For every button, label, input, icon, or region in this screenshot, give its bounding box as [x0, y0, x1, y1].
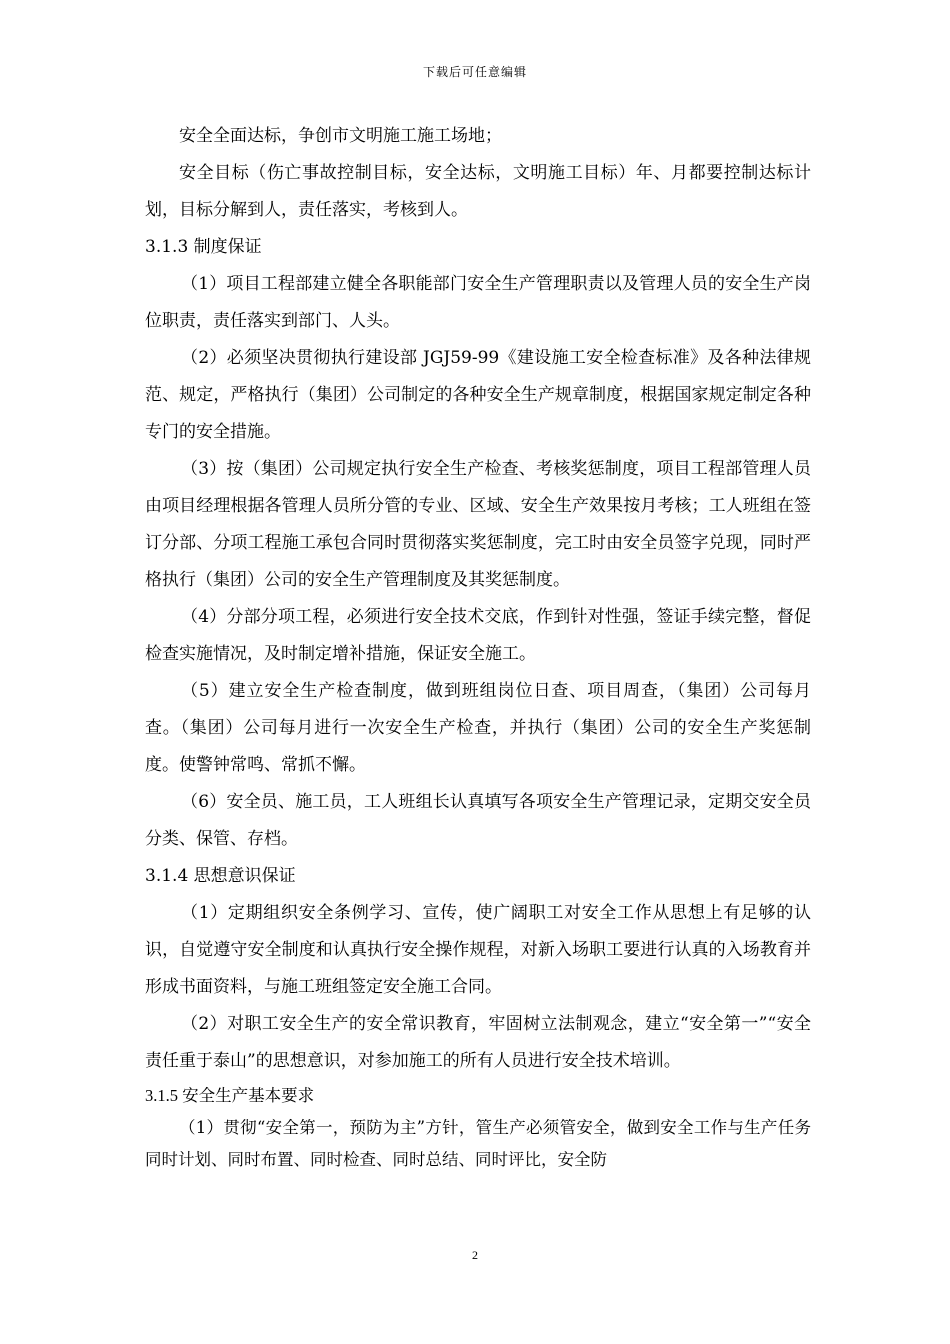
- list-item: （1）贯彻“安全第一，预防为主”方针，管生产必须管安全，做到安全工作与生产任务同时计划、同时布置、同时检查、同时总结、同时评比，安全防: [145, 1118, 811, 1169]
- page-header: 下载后可任意编辑: [422, 65, 527, 79]
- list-item: （5）建立安全生产检查制度，做到班组岗位日查、项目周查，（集团）公司每月查。（集团）公司每月进行一次安全生产检查，并执行（集团）公司的安全生产奖惩制度。使警钟常鸣、常抓不懈。: [145, 681, 811, 775]
- section-heading-3-1-5: 3.1.5 安全生产基本要求: [145, 1086, 315, 1105]
- list-item: （3）按（集团）公司规定执行安全生产检查、考核奖惩制度，项目工程部管理人员由项目经理根据各管理人员所分管的专业、区域、安全生产效果按月考核；工人班组在签订分部、分项工程施工承包合同时贯彻落实奖惩制度，完工时由安全员签字兑现，同时严格执行（集团）公司的安全生产管理制度及其奖惩制度。: [145, 459, 811, 590]
- list-item: （1）项目工程部建立健全各职能部门安全生产管理职责以及管理人员的安全生产岗位职责，责任落实到部门、人头。: [145, 274, 811, 331]
- paragraph: 安全目标（伤亡事故控制目标，安全达标，文明施工目标）年、月都要控制达标计划，目标分解到人，责任落实，考核到人。: [145, 163, 811, 220]
- section-heading-3-1-3: 3.1.3 制度保证: [145, 237, 262, 257]
- list-item: （2）对职工安全生产的安全常识教育，牢固树立法制观念，建立“安全第一”“安全责任重于泰山”的思想意识，对参加施工的所有人员进行安全技术培训。: [145, 1014, 811, 1071]
- document-body: [145, 118, 811, 1176]
- section-heading-3-1-4: 3.1.4 思想意识保证: [145, 866, 296, 886]
- paragraph: 安全全面达标，争创市文明施工施工场地；: [179, 126, 502, 146]
- list-item: （1）定期组织安全条例学习、宣传，使广阔职工对安全工作从思想上有足够的认识，自觉遵守安全制度和认真执行安全操作规程，对新入场职工要进行认真的入场教育并形成书面资料，与施工班组签定安全施工合同。: [145, 903, 811, 997]
- list-item: （4）分部分项工程，必须进行安全技术交底，作到针对性强，签证手续完整，督促检查实施情况，及时制定增补措施，保证安全施工。: [145, 607, 811, 664]
- list-item: （2）必须坚决贯彻执行建设部 JGJ59-99《建设施工安全检查标准》及各种法律规范、规定，严格执行（集团）公司制定的各种安全生产规章制度，根据国家规定制定各种专门的安全措施。: [145, 348, 811, 442]
- page-number: 2: [472, 1248, 478, 1262]
- list-item: （6）安全员、施工员，工人班组长认真填写各项安全生产管理记录，定期交安全员分类、保管、存档。: [145, 792, 811, 849]
